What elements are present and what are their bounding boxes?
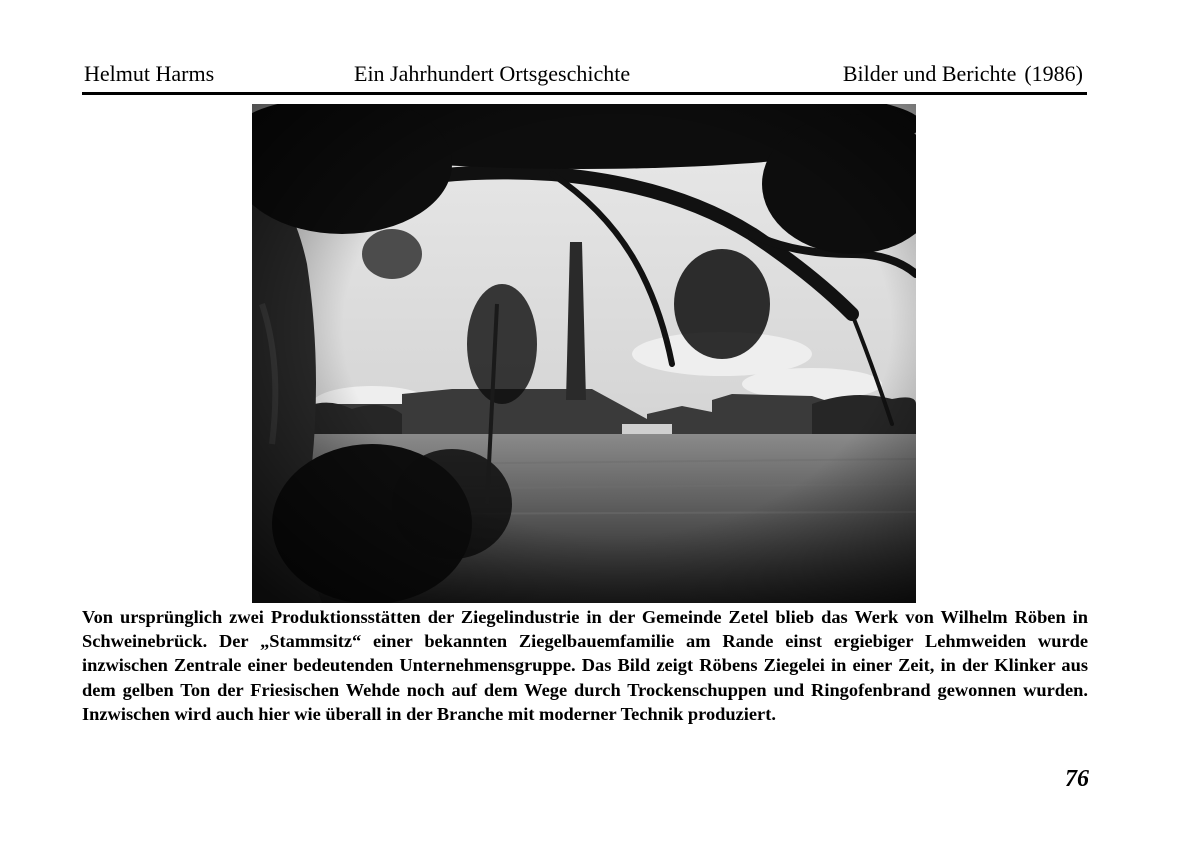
header-series-block (843, 61, 1083, 87)
brickworks-photograph (252, 104, 916, 603)
header-series: Bilder und Berichte (842, 61, 1017, 86)
page-number: 76 (1065, 766, 1089, 792)
header-title: Ein Jahrhundert Ortsgeschichte (354, 61, 631, 86)
photo-vignette (252, 104, 916, 603)
brickworks-photo-illustration (252, 104, 916, 603)
photo-caption: Von ursprünglich zwei Produktionsstätten der Ziegelindustrie in der Gemeinde Zetel blieb das Werk von Wilhelm Röben in Schweinebrück. Der „Stammsitz“ einer bekannten Ziegelbauemfamilie am Rande einst ergiebiger Lehmweiden wurde inzwischen Zentrale einer bedeutenden Unternehmensgruppe. Das Bild zeigt Röbens Ziegelei in einer Zeit, in der Klinker aus dem gelben Ton der Friesischen Wehde noch auf dem Wege durch Trockenschuppen und Ringofenbrand gewonnen wurden. Inzwischen wird auch hier wie überall in der Branche mit moderner Technik produziert. (82, 607, 1088, 724)
page-header (82, 58, 1087, 95)
header-author: Helmut Harms (84, 61, 215, 86)
header-year: (1986) (1024, 61, 1083, 86)
